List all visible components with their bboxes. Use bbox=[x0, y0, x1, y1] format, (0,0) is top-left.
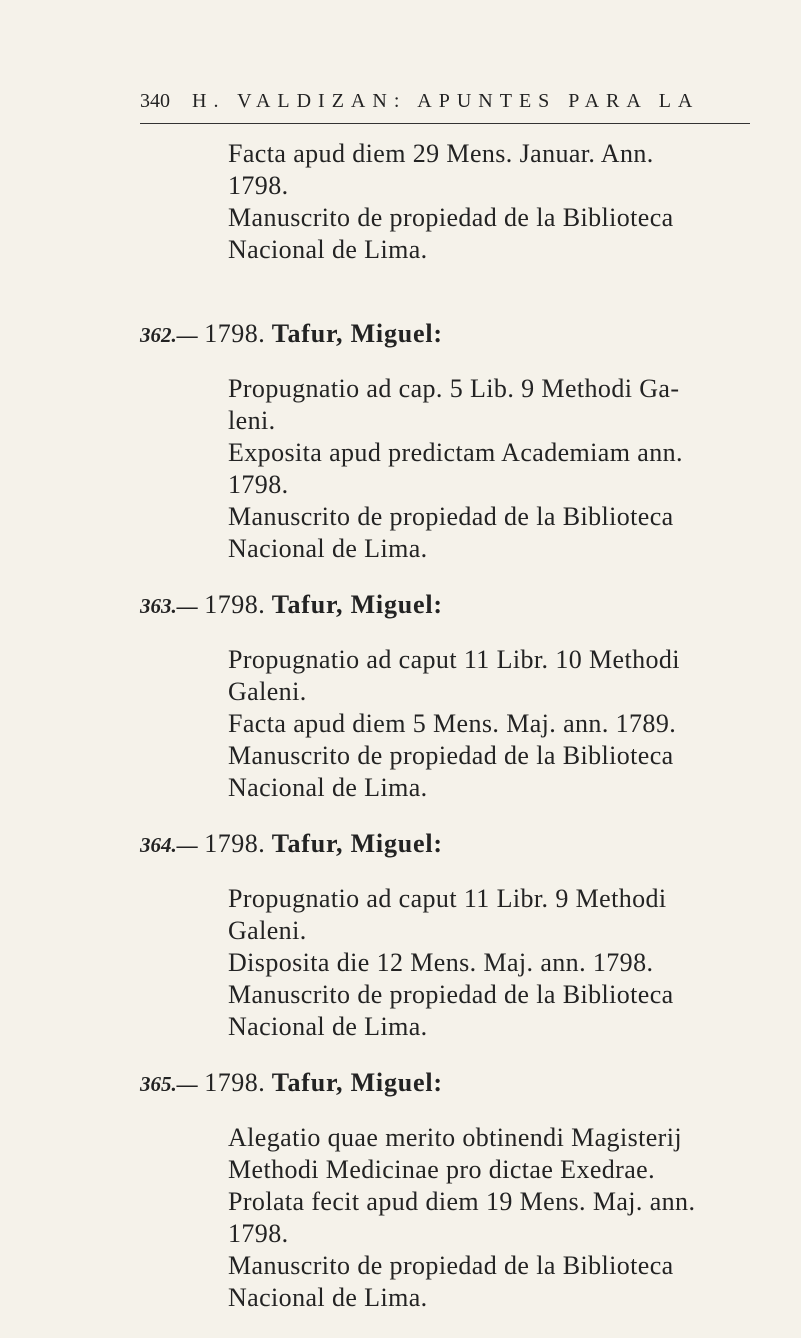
text-line: Galeni. bbox=[228, 677, 307, 706]
text-line: Manuscrito de propiedad de la Biblioteca bbox=[228, 502, 674, 531]
running-header bbox=[140, 90, 750, 113]
entry-list bbox=[140, 318, 780, 1338]
catalog-entry bbox=[140, 1067, 780, 1314]
text-line: Nacional de Lima. bbox=[228, 534, 428, 563]
entry-heading bbox=[140, 1067, 780, 1100]
running-title: H. VALDIZAN: APUNTES PARA LA bbox=[192, 90, 700, 112]
entry-year: 1798. bbox=[204, 829, 266, 858]
entry-heading bbox=[140, 318, 780, 351]
catalog-entry bbox=[140, 828, 780, 1043]
text-line: Facta apud diem 29 Mens. Januar. Ann. bbox=[228, 139, 654, 168]
text-line: Prolata fecit apud diem 19 Mens. Maj. ann. bbox=[228, 1187, 696, 1216]
text-line: Facta apud diem 5 Mens. Maj. ann. 1789. bbox=[228, 709, 677, 738]
continued-entry-text bbox=[228, 138, 768, 266]
text-line: leni. bbox=[228, 406, 276, 435]
text-line: Propugnatio ad caput 11 Libr. 9 Methodi bbox=[228, 884, 667, 913]
entry-heading bbox=[140, 828, 780, 861]
text-line: Galeni. bbox=[228, 916, 307, 945]
entry-body bbox=[228, 644, 780, 804]
entry-number: 364.— bbox=[140, 833, 198, 857]
text-line: Nacional de Lima. bbox=[228, 235, 428, 264]
page-number: 340 bbox=[140, 90, 170, 112]
text-line: Manuscrito de propiedad de la Biblioteca bbox=[228, 980, 674, 1009]
entry-number: 362.— bbox=[140, 323, 198, 347]
text-line: 1798. bbox=[228, 470, 289, 499]
text-line: Exposita apud predictam Academiam ann. bbox=[228, 438, 683, 467]
entry-author: Tafur, Miguel: bbox=[271, 590, 443, 619]
entry-body bbox=[228, 373, 780, 565]
text-line: Manuscrito de propiedad de la Biblioteca bbox=[228, 741, 674, 770]
entry-author: Tafur, Miguel: bbox=[271, 319, 443, 348]
text-line: Disposita die 12 Mens. Maj. ann. 1798. bbox=[228, 948, 654, 977]
text-line: Nacional de Lima. bbox=[228, 1012, 428, 1041]
text-line: 1798. bbox=[228, 171, 289, 200]
text-line: Nacional de Lima. bbox=[228, 1283, 428, 1312]
text-line: Alegatio quae merito obtinendi Magisterij bbox=[228, 1123, 682, 1152]
entry-year: 1798. bbox=[204, 319, 266, 348]
text-line: Nacional de Lima. bbox=[228, 773, 428, 802]
header-rule bbox=[140, 123, 750, 124]
entry-body bbox=[228, 883, 780, 1043]
entry-author: Tafur, Miguel: bbox=[271, 829, 443, 858]
entry-number: 363.— bbox=[140, 594, 198, 618]
text-line: Methodi Medicinae pro dictae Exedrae. bbox=[228, 1155, 656, 1184]
entry-author: Tafur, Miguel: bbox=[271, 1068, 443, 1097]
text-line: Propugnatio ad cap. 5 Lib. 9 Methodi Ga- bbox=[228, 374, 680, 403]
entry-body bbox=[228, 1122, 780, 1314]
text-line: Manuscrito de propiedad de la Biblioteca bbox=[228, 203, 674, 232]
text-line: Propugnatio ad caput 11 Libr. 10 Methodi bbox=[228, 645, 680, 674]
text-line: 1798. bbox=[228, 1219, 289, 1248]
entry-number: 365.— bbox=[140, 1072, 198, 1096]
catalog-entry bbox=[140, 589, 780, 804]
entry-year: 1798. bbox=[204, 590, 266, 619]
catalog-entry bbox=[140, 318, 780, 565]
entry-year: 1798. bbox=[204, 1068, 266, 1097]
text-line: Manuscrito de propiedad de la Biblioteca bbox=[228, 1251, 674, 1280]
entry-heading bbox=[140, 589, 780, 622]
